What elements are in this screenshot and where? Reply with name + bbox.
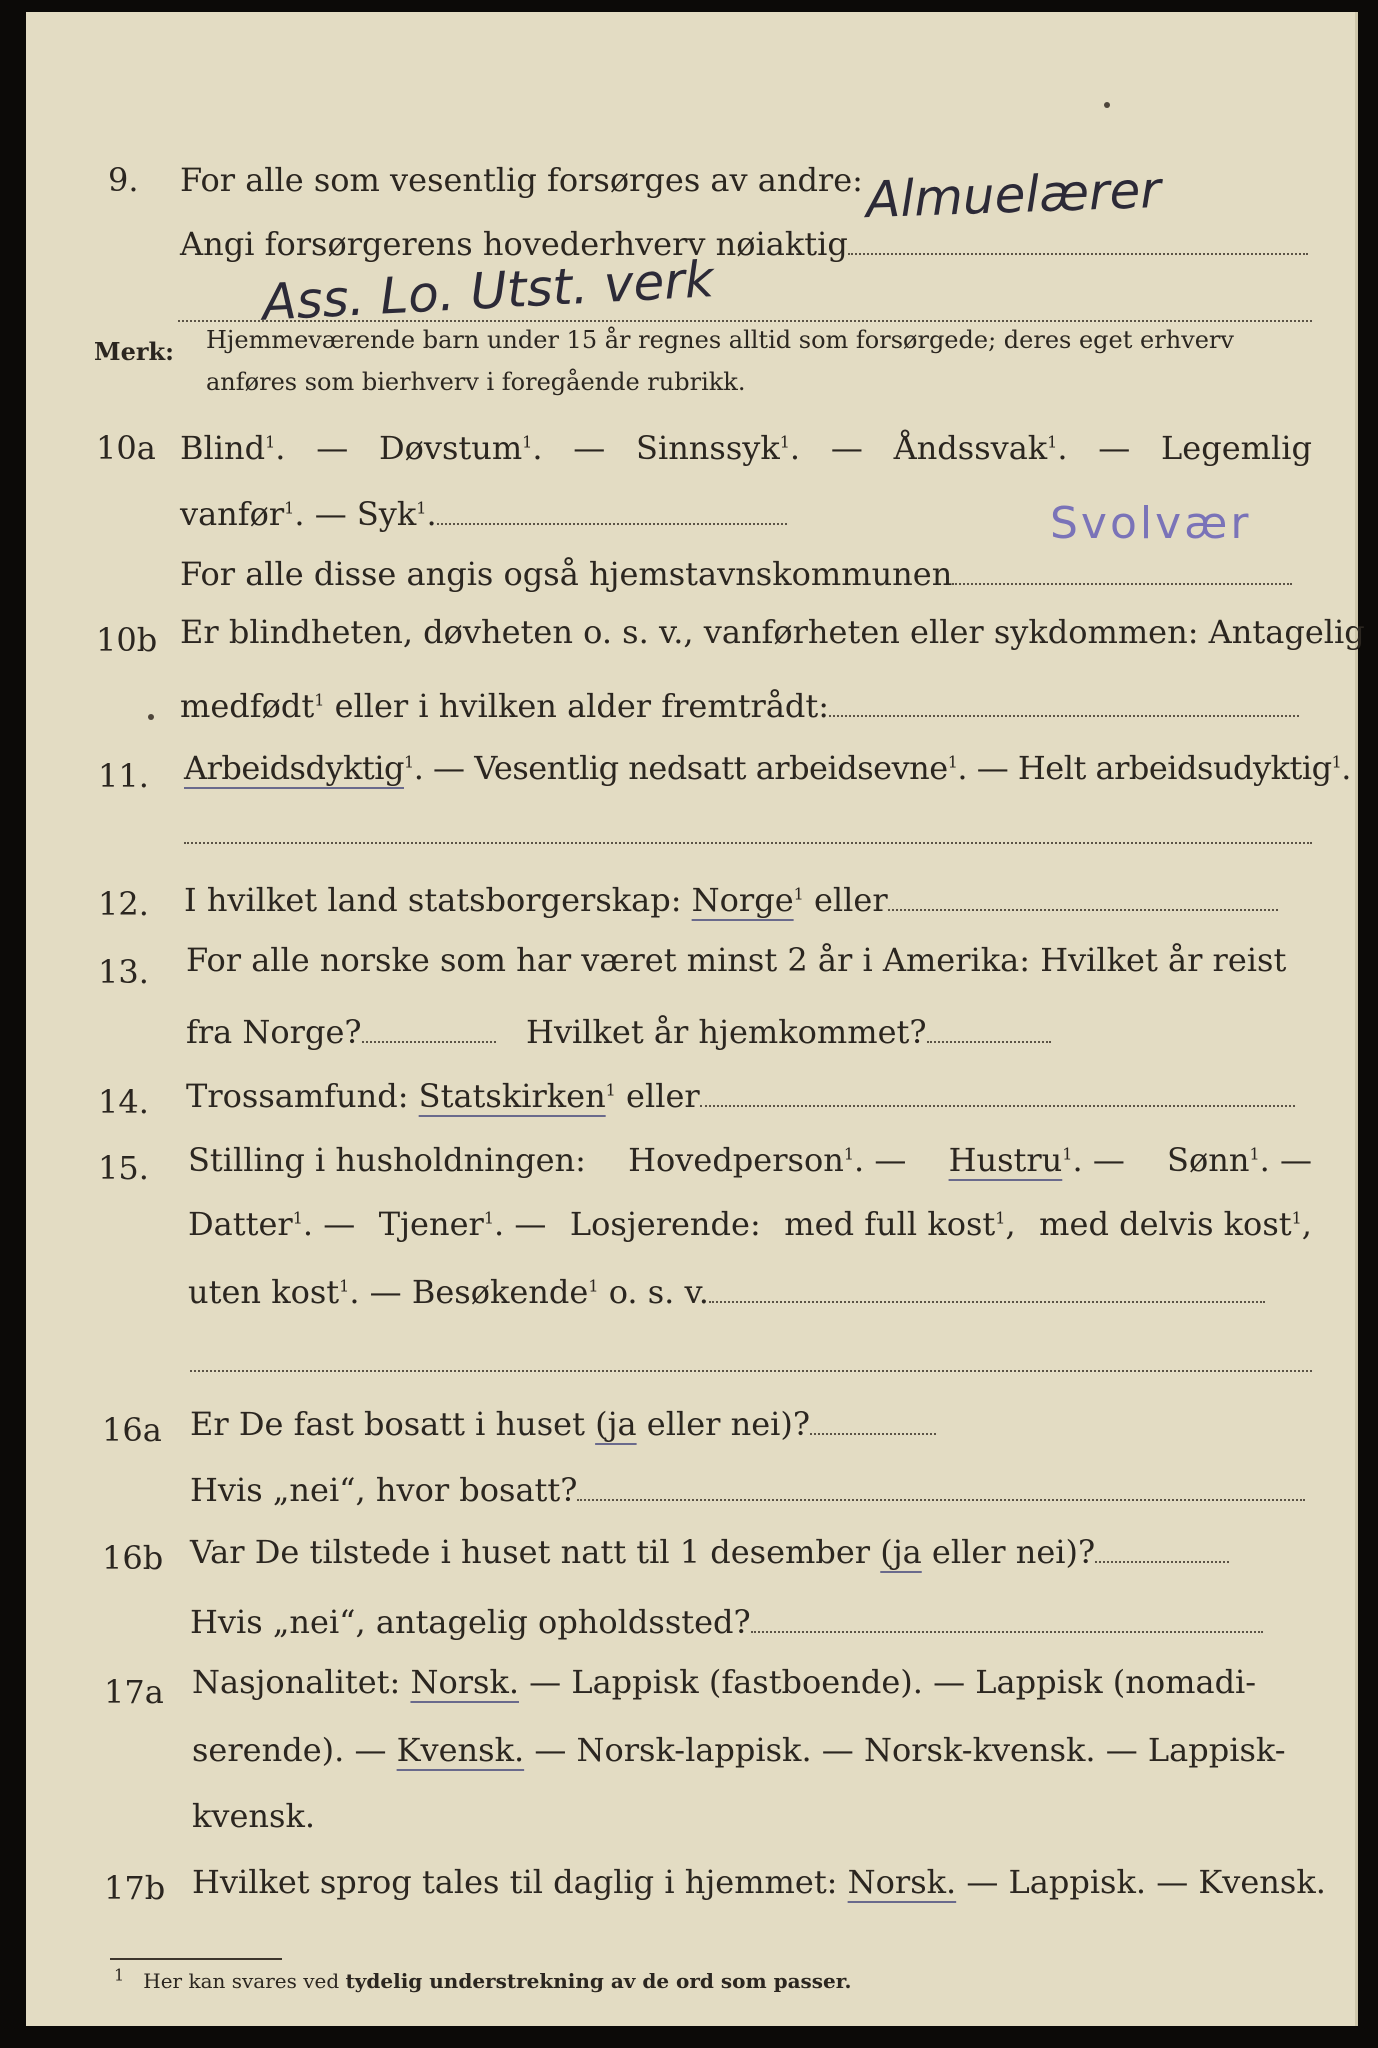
q10a-number: 10a <box>96 429 156 467</box>
q15-line2: Datter$^1$. — Tjener$^1$. — Losjerende: med full kost$^1$, med delvis kost$^1$, <box>188 1205 1312 1243</box>
q15-answer-line-2[interactable] <box>190 1370 1312 1372</box>
q10a-line1 <box>180 428 1312 468</box>
q9-line2 <box>180 224 1308 264</box>
q14-line: Trossamfund: Statskirken$^1$ eller <box>186 1076 1295 1116</box>
q12-text: I hvilket land statsborgerskap: <box>184 881 682 919</box>
merk-line1: Hjemmeværende barn under 15 år regnes alltid som forsørgede; deres eget erhverv <box>206 326 1234 354</box>
municipality-stamp: Svolvær <box>1050 498 1252 549</box>
q10b-line1: Er blindheten, døvheten o. s. v., vanførheten eller sykdommen: Antagelig <box>180 613 1365 651</box>
q15-number: 15. <box>98 1149 149 1187</box>
footnote-rule <box>110 1958 282 1960</box>
q9-handwritten-answer: Ass. Lo. Utst. verk <box>260 250 716 332</box>
opt-norsk-underlined: Norsk. <box>847 1863 957 1901</box>
opt-besokende: Besøkende <box>411 1273 589 1311</box>
q11-answer-line[interactable] <box>184 842 1312 844</box>
opt-dovstum: Døvstum$^1$. <box>378 429 543 467</box>
opt-hustru-underlined: Hustru <box>948 1141 1063 1179</box>
opt-medfodt: medfødt <box>180 687 315 725</box>
q11-number: 11. <box>98 757 149 795</box>
opt-syk: Syk$^1$. <box>356 495 437 533</box>
q16a-answer-line[interactable] <box>810 1427 936 1435</box>
opt-hovedperson: Hovedperson <box>628 1141 844 1179</box>
opt-vesentlig-nedsatt: Vesentlig nedsatt arbeidsevne <box>474 749 948 787</box>
ink-speck <box>148 714 154 720</box>
dash: — <box>316 429 349 467</box>
opt-uten-kost: uten kost <box>188 1273 340 1311</box>
q12-answer-line[interactable] <box>888 903 1278 911</box>
opt-vanfor: vanfør$^1$. <box>180 495 305 533</box>
q15-answer-line[interactable] <box>709 1295 1265 1303</box>
opt-losjerende: Losjerende: <box>569 1205 761 1243</box>
opt-norge-underlined: Norge <box>691 881 794 919</box>
q16a-line2: Hvis „nei“, hvor bosatt? <box>190 1470 1305 1510</box>
q17b-number: 17b <box>104 1869 166 1907</box>
opt-kvensk-underlined: Kvensk. <box>396 1731 525 1769</box>
q15-line3: uten kost$^1$. — Besøkende$^1$ o. s. v. <box>188 1272 1265 1312</box>
q16b-answer-line[interactable] <box>1095 1555 1229 1563</box>
q13-number: 13. <box>98 953 149 991</box>
opt-blind: Blind$^1$. <box>180 429 286 467</box>
q13-reist-line[interactable] <box>362 1035 496 1043</box>
q16a-line1: Er De fast bosatt i huset (ja eller nei)? <box>190 1404 936 1444</box>
q16b-number: 16b <box>102 1539 164 1577</box>
q13-line1: For alle norske som har været minst 2 år i Amerika: Hvilket år reist <box>186 941 1287 979</box>
q17b-line: Hvilket sprog tales til daglig i hjemmet: Norsk. — Lappisk. — Kvensk. <box>192 1863 1326 1901</box>
dash: — <box>1098 429 1131 467</box>
opt-datter: Datter <box>188 1205 293 1243</box>
opt-arbeidsdyktig-underlined: Arbeidsdyktig <box>184 749 404 787</box>
dash: — <box>573 429 606 467</box>
opt-full-kost: med full kost <box>784 1205 996 1243</box>
q16b-line1: Var De tilstede i huset natt til 1 desember (ja eller nei)? <box>190 1532 1229 1572</box>
q13-line2: fra Norge? Hvilket år hjemkommet? <box>186 1012 1051 1052</box>
q17a-number: 17a <box>104 1673 164 1711</box>
q16a-bosatt-line[interactable] <box>577 1493 1305 1501</box>
q10a-line3 <box>180 554 1292 594</box>
q14-answer-line[interactable] <box>700 1099 1295 1107</box>
footnote: $^1$ Her kan svares ved tydelig understrekning av de ord som passer. <box>114 1965 852 1993</box>
ink-speck <box>1104 102 1110 108</box>
q10b-line2: medfødt$^1$ eller i hvilken alder fremtrådt: <box>180 686 1299 726</box>
q10b-number: 10b <box>96 621 158 659</box>
q10b-answer-line[interactable] <box>829 709 1299 717</box>
q17a-line2: serende). — Kvensk. — Norsk-lappisk. — Norsk-kvensk. — Lappisk- <box>192 1731 1286 1769</box>
opt-legemlig: Legemlig <box>1161 429 1312 467</box>
dash: — <box>830 429 863 467</box>
merk-label: Merk: <box>94 337 174 366</box>
opt-helt-arbeidsudyktig: Helt arbeidsudyktig <box>1017 749 1332 787</box>
opt-ja-underlined: (ja <box>595 1405 637 1443</box>
q9-line1: For alle som vesentlig forsørges av andre: <box>180 161 863 199</box>
q9-number: 9. <box>108 161 139 199</box>
q10a-kommune-line[interactable] <box>952 577 1292 585</box>
q17a-line3: kvensk. <box>192 1797 315 1835</box>
q17a-line1: Nasjonalitet: Norsk. — Lappisk (fastboende). — Lappisk (nomadi- <box>192 1663 1257 1701</box>
opt-tjener: Tjener <box>378 1205 484 1243</box>
q11-line: Arbeidsdyktig$^1$. — Vesentlig nedsatt arbeidsevne$^1$. — Helt arbeidsudyktig$^1$. <box>184 749 1351 787</box>
merk-line2: anføres som bierhverv i foregående rubrikk. <box>206 368 746 396</box>
q9-answer-line-2[interactable] <box>178 320 1312 322</box>
q12-number: 12. <box>98 885 149 923</box>
opt-delvis-kost: med delvis kost <box>1039 1205 1292 1243</box>
opt-statskirken-underlined: Statskirken <box>418 1077 606 1115</box>
q10b-line2-text: eller i hvilken alder fremtrådt: <box>334 687 830 725</box>
opt-ja-underlined: (ja <box>880 1533 922 1571</box>
q10a-syk-line[interactable] <box>437 517 787 525</box>
q9-handwritten-occupation: Almuelærer <box>865 160 1162 230</box>
q10a-line2 <box>180 494 787 534</box>
opt-sinnssyk: Sinnssyk$^1$. <box>636 429 801 467</box>
q16b-opholdssted-line[interactable] <box>751 1625 1263 1633</box>
q16a-number: 16a <box>102 1411 162 1449</box>
q9-line2-text: Angi forsørgerens hovederhverv nøiaktig <box>180 225 848 263</box>
q9-answer-line[interactable] <box>848 247 1308 255</box>
q16b-line2: Hvis „nei“, antagelig opholdssted? <box>190 1602 1263 1642</box>
opt-andssvak: Åndssvak$^1$. <box>893 429 1068 467</box>
footnote-mark: 1 <box>114 1965 125 1985</box>
q12-line: I hvilket land statsborgerskap: Norge$^1$ eller <box>184 880 1278 920</box>
opt-norsk-underlined: Norsk. <box>410 1663 519 1701</box>
q10a-line3-text: For alle disse angis også hjemstavnskommunen <box>180 555 953 593</box>
dash: — <box>314 495 347 533</box>
q15-line1: Stilling i husholdningen: Hovedperson$^1$. — Hustru$^1$. — Sønn$^1$. — <box>188 1141 1312 1179</box>
opt-sonn: Sønn <box>1167 1141 1250 1179</box>
q13-hjemkommet-line[interactable] <box>927 1035 1051 1043</box>
q14-number: 14. <box>98 1083 149 1121</box>
